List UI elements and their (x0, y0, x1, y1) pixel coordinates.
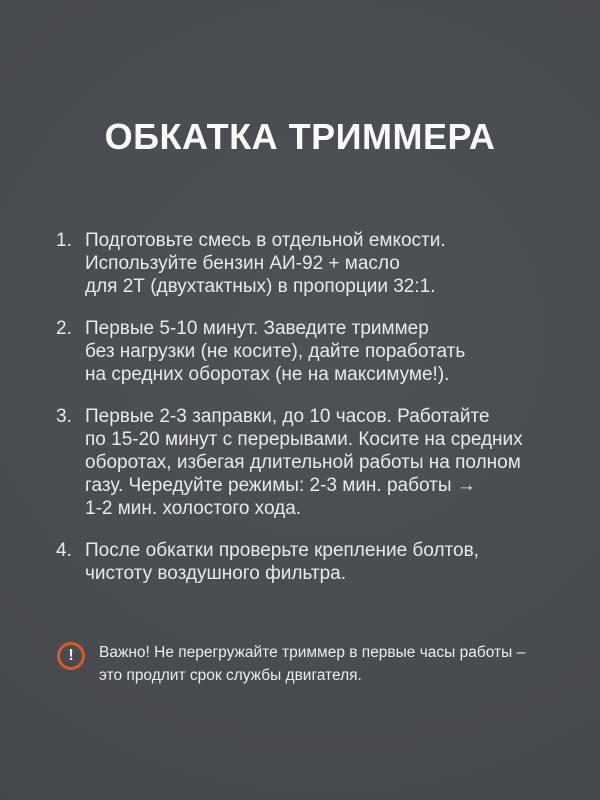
list-item-text (85, 405, 566, 520)
list-item (56, 539, 566, 585)
list-item-text (85, 317, 566, 386)
list-item-number: 4. (56, 540, 72, 561)
list-item-text (85, 539, 566, 585)
list-item-line: Первые 5-10 минут. Заведите триммер (85, 318, 429, 339)
list-item-number: 3. (56, 406, 72, 427)
list-item-line: по 15-20 минут с перерывами. Косите на средних (85, 429, 523, 450)
list-item-line: на средних оборотах (не на максимуме!). (85, 364, 450, 385)
list-item-line: без нагрузки (не косите), дайте поработать (85, 341, 466, 362)
instruction-list (56, 229, 566, 604)
list-item-line: Используйте бензин АИ-92 + масло (85, 253, 400, 274)
important-note-text (99, 641, 525, 687)
list-item-line: газу. Чередуйте режимы: 2-3 мин. работы → (85, 475, 476, 496)
list-item-line: После обкатки проверьте крепление болтов, (85, 540, 479, 561)
alert-circle-icon: ! (57, 642, 85, 670)
list-item-number: 1. (56, 230, 72, 251)
important-note-line: это продлит срок службы двигателя. (99, 667, 362, 684)
list-item-line: для 2Т (двухтактных) в пропорции 32:1. (85, 276, 436, 297)
list-item-line: чистоту воздушного фильтра. (85, 563, 346, 584)
list-item-text (85, 229, 566, 298)
list-item-line: оборотах, избегая длительной работы на полном (85, 452, 521, 473)
important-note-line: Важно! Не перегружайте триммер в первые часы работы – (99, 644, 526, 661)
list-item-line: Первые 2-3 заправки, до 10 часов. Работайте (85, 406, 490, 427)
page-title: ОБКАТКА ТРИММЕРА (104, 116, 496, 157)
list-item-line: Подготовьте смесь в отдельной емкости. (85, 230, 446, 251)
list-item-number: 2. (56, 318, 72, 339)
important-note (57, 641, 577, 687)
list-item (56, 229, 566, 298)
list-item (56, 317, 566, 386)
list-item (56, 405, 566, 520)
list-item-line: 1-2 мин. холостого хода. (85, 498, 302, 519)
